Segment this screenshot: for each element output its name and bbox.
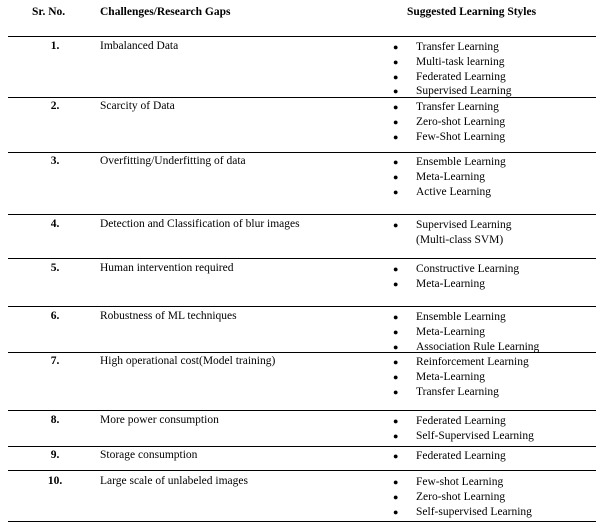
list-item: ● Zero-shot Learning bbox=[393, 115, 506, 128]
list-item: ● Meta-Learning bbox=[393, 370, 485, 383]
challenge-text: High operational cost(Model training) bbox=[100, 355, 276, 367]
bullet-icon: ● bbox=[393, 341, 399, 352]
list-item: ● Constructive Learning bbox=[393, 263, 520, 275]
row-number: 9. bbox=[50, 449, 60, 461]
bullet-icon: ● bbox=[393, 451, 399, 461]
row-divider bbox=[8, 214, 596, 215]
styles-list bbox=[390, 218, 512, 248]
bullet-icon: ● bbox=[393, 131, 399, 142]
bullet-icon: ● bbox=[393, 371, 399, 382]
list-item: ● Ensemble Learning bbox=[393, 311, 506, 323]
row-divider bbox=[8, 306, 596, 307]
list-item: ● Self-supervised Learning bbox=[393, 505, 532, 518]
challenge-text: Storage consumption bbox=[100, 449, 198, 461]
list-item: ● Transfer Learning bbox=[393, 41, 499, 53]
styles-list bbox=[390, 414, 534, 444]
bullet-icon: ● bbox=[393, 157, 399, 167]
list-item: ● Meta-Learning bbox=[393, 277, 485, 290]
header-suggested-styles: Suggested Learning Styles bbox=[407, 6, 537, 18]
challenge-text: Scarcity of Data bbox=[100, 100, 175, 112]
bullet-icon: ● bbox=[393, 86, 399, 97]
list-item: ● Federated Learning bbox=[393, 70, 506, 83]
list-item: ● Federated Learning bbox=[393, 415, 506, 427]
bullet-icon: ● bbox=[393, 491, 399, 502]
styles-list bbox=[390, 355, 529, 399]
bullet-icon: ● bbox=[393, 430, 399, 441]
row-divider bbox=[8, 152, 596, 153]
bullet-icon: ● bbox=[393, 42, 399, 52]
list-item: ● Ensemble Learning bbox=[393, 156, 506, 168]
bullet-icon: ● bbox=[393, 416, 399, 426]
row-divider bbox=[8, 258, 596, 259]
bullet-icon: ● bbox=[393, 312, 399, 322]
styles-list bbox=[390, 155, 506, 199]
challenge-text: More power consumption bbox=[100, 414, 219, 426]
row-number: 1. bbox=[50, 40, 60, 52]
list-item: ● Self-Supervised Learning bbox=[393, 429, 534, 442]
challenge-text: Large scale of unlabeled images bbox=[100, 475, 248, 487]
bullet-icon: ● bbox=[393, 477, 399, 487]
challenge-text: Imbalanced Data bbox=[100, 40, 179, 52]
header-challenges: Challenges/Research Gaps bbox=[100, 6, 231, 18]
row-number: 3. bbox=[50, 155, 60, 167]
bullet-icon: ● bbox=[393, 264, 399, 274]
bullet-icon: ● bbox=[393, 71, 399, 82]
bullet-icon: ● bbox=[393, 116, 399, 127]
bullet-icon: ● bbox=[393, 171, 399, 182]
styles-list bbox=[390, 449, 506, 464]
row-divider bbox=[8, 352, 596, 353]
row-number: 8. bbox=[50, 414, 60, 426]
bullet-icon: ● bbox=[393, 186, 399, 197]
challenge-text: Detection and Classification of blur images bbox=[100, 218, 300, 230]
list-item: ● Supervised Learning bbox=[393, 219, 512, 231]
list-item: (Multi-class SVM) bbox=[416, 233, 504, 246]
styles-list bbox=[390, 310, 539, 354]
row-divider bbox=[8, 470, 596, 471]
row-number: 10. bbox=[47, 475, 63, 487]
challenge-text: Overfitting/Underfitting of data bbox=[100, 155, 246, 167]
styles-list bbox=[390, 262, 519, 292]
row-divider bbox=[8, 446, 596, 447]
challenge-text: Robustness of ML techniques bbox=[100, 310, 237, 322]
styles-list bbox=[390, 40, 512, 99]
challenge-text: Human intervention required bbox=[100, 262, 234, 274]
bullet-icon: ● bbox=[393, 357, 399, 367]
bullet-icon: ● bbox=[393, 56, 399, 67]
row-number: 4. bbox=[50, 218, 60, 230]
row-divider bbox=[8, 410, 596, 411]
list-item: ● Transfer Learning bbox=[393, 385, 499, 398]
styles-list bbox=[390, 475, 532, 519]
list-item: ● Federated Learning bbox=[393, 450, 506, 462]
bullet-icon: ● bbox=[393, 386, 399, 397]
list-item: ● Few-shot Learning bbox=[393, 476, 504, 488]
bullet-icon: ● bbox=[393, 278, 399, 289]
list-item: ● Association Rule Learning bbox=[393, 340, 540, 353]
styles-list bbox=[390, 100, 505, 144]
bullet-icon: ● bbox=[393, 102, 399, 112]
bullet-icon: ● bbox=[393, 506, 399, 517]
row-number: 7. bbox=[50, 355, 60, 367]
list-item: ● Reinforcement Learning bbox=[393, 356, 529, 368]
list-item: ● Transfer Learning bbox=[393, 101, 499, 113]
header-sr-no: Sr. No. bbox=[32, 6, 66, 18]
list-item: ● Meta-Learning bbox=[393, 325, 485, 338]
row-number: 2. bbox=[50, 100, 60, 112]
list-item: ● Meta-Learning bbox=[393, 170, 485, 183]
list-item: ● Multi-task learning bbox=[393, 55, 505, 68]
list-item: ● Active Learning bbox=[393, 185, 492, 198]
row-divider bbox=[8, 521, 596, 522]
row-number: 6. bbox=[50, 310, 60, 322]
list-item: ● Supervised Learning bbox=[393, 85, 512, 98]
bullet-icon: ● bbox=[393, 220, 399, 230]
list-item: ● Few-Shot Learning bbox=[393, 130, 506, 143]
bullet-icon: ● bbox=[393, 326, 399, 337]
list-item: ● Zero-shot Learning bbox=[393, 490, 506, 503]
row-divider bbox=[8, 36, 596, 37]
row-divider bbox=[8, 97, 596, 98]
row-number: 5. bbox=[50, 262, 60, 274]
